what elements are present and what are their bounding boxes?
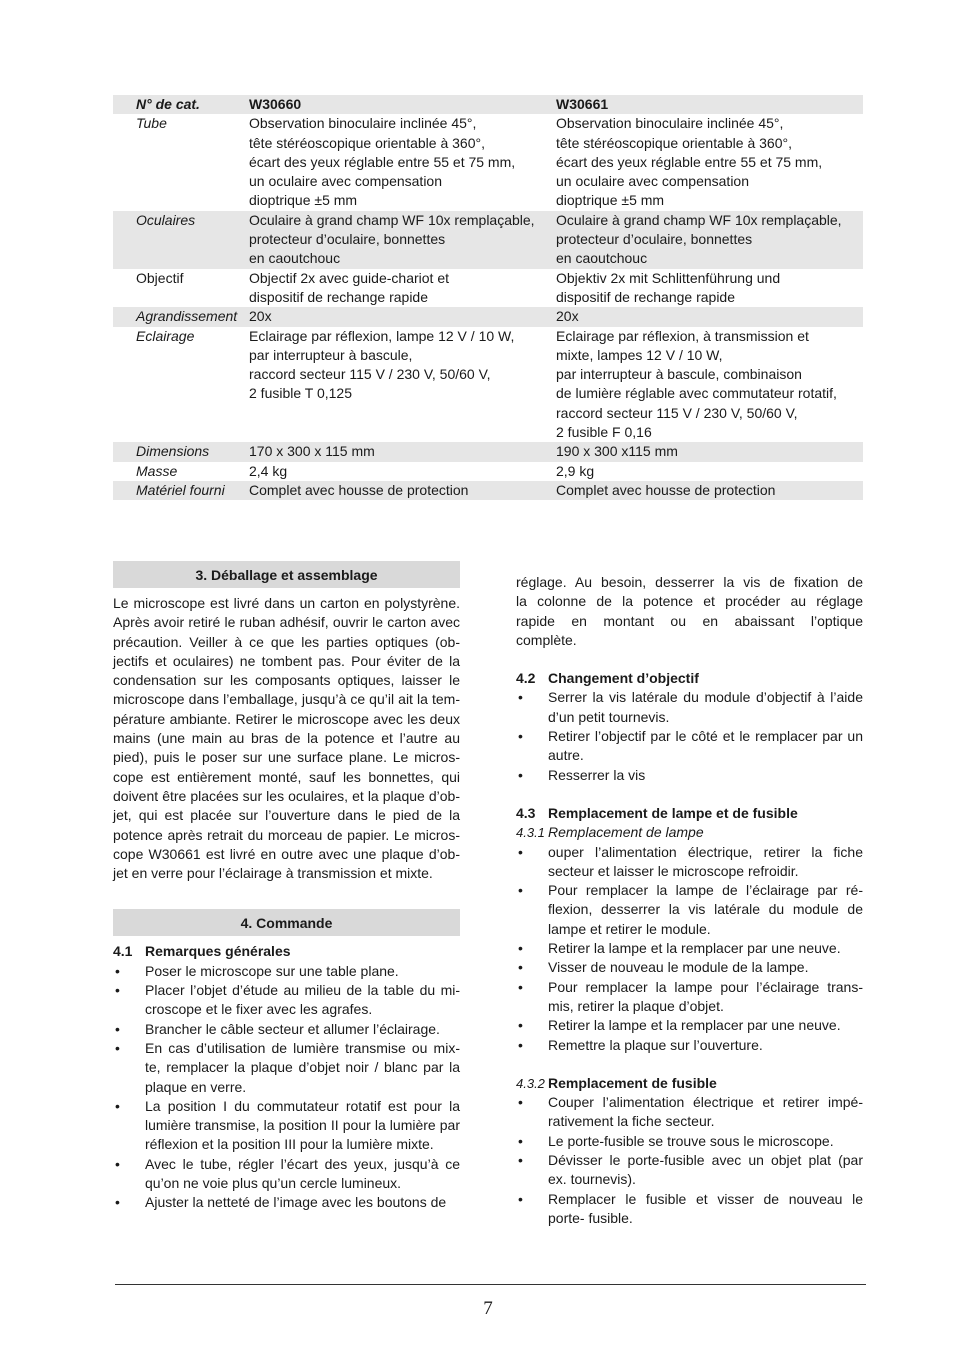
section-4-heading: 4. Commande: [113, 909, 460, 936]
list-item: • Placer l’objet d’étude au milieu de la table du mi- croscope et le fixer avec les agrafes.: [113, 981, 460, 1020]
spec-value-model-b: [556, 481, 863, 500]
spec-value-line: un oculaire avec compensation: [249, 173, 443, 190]
spec-value-line: protecteur d’oculaire, bonnettes: [249, 231, 446, 248]
spec-row: [113, 269, 863, 308]
spec-value-line: par interrupteur à bascule,: [249, 346, 413, 363]
spec-row: [113, 462, 863, 481]
spec-value-line: 20x: [556, 308, 579, 325]
spec-row-label: Matériel fourni: [113, 481, 249, 500]
spec-row-label: Tube: [136, 115, 167, 132]
spec-row-label: Eclairage: [136, 327, 195, 344]
list-item: • Remplacer le fusible et visser de nouveau le porte- fusible.: [516, 1190, 863, 1229]
spec-value-line: en caoutchouc: [249, 250, 341, 267]
spec-value-line: 2,9 kg: [556, 462, 595, 479]
spec-row: [113, 211, 863, 269]
spec-value-line: raccord secteur 115 V / 230 V, 50/60 V,: [249, 366, 491, 383]
spec-row-label: Objectif: [136, 269, 184, 286]
right-column: [516, 573, 863, 1228]
spec-value-line: dispositif de rechange rapide: [556, 288, 736, 305]
spec-header-row: [113, 95, 863, 114]
text-line: potence après retrait du morceau de papier. Le micros-: [113, 826, 460, 843]
spec-value-line: 20x: [249, 308, 272, 325]
spec-value-line: 2 fusible T 0,125: [249, 385, 353, 402]
list-item: • Le porte-fusible se trouve sous le microscope.: [516, 1132, 863, 1151]
text-line: jet en verre pour l’éclairage à transmission et mixte.: [113, 865, 433, 882]
text-line: cope W30661 est livré en outre avec une plaque d’ob-: [113, 845, 460, 862]
spec-value-model-b: [556, 307, 863, 326]
spec-value-line: mixte, lampes 12 V / 10 W,: [556, 346, 723, 363]
list-item: • Ajuster la netteté de l’image avec les boutons de: [113, 1193, 460, 1212]
spec-value-line: Eclairage par réflexion, lampe 12 V / 10 W,: [249, 327, 515, 344]
text-line: pied), puis le poser sur une surface plane. Le micros-: [113, 749, 460, 766]
spec-row-label: Dimensions: [113, 442, 249, 461]
text-line: rapide en montant ou en abaissant l’optique: [516, 612, 863, 629]
list-4-1: [113, 962, 460, 1213]
spec-header-model-a: W30660: [249, 95, 556, 114]
list-item: • La position I du commutateur rotatif est pour la lumière transmise, la position II pour la lumière par réflexion et la position III pour la lumière mixte.: [113, 1097, 460, 1155]
subsection-title: Remarques générales: [145, 943, 291, 960]
spec-value-line: tête stéréoscopique orientable à 360°,: [249, 134, 485, 151]
text-line: condensation sur les composants optiques, laisser le: [113, 672, 460, 689]
spec-value-line: 190 x 300 x115 mm: [556, 443, 678, 460]
list-item: • Pour remplacer la lampe de l’éclairage par ré- flexion, desserrer la vis latérale du module de lampe et retirer le module.: [516, 881, 863, 939]
subsection-4-1-heading: [113, 942, 460, 961]
list-4-2: [516, 688, 863, 784]
spec-value-line: de lumière réglable avec commutateur rotatif,: [556, 385, 837, 402]
spec-value-model-b: [556, 211, 863, 269]
text-line: complète.: [516, 631, 577, 648]
spec-value-line: Observation binoculaire inclinée 45°,: [249, 115, 477, 132]
list-item: • Retirer la lampe et la remplacer par une neuve.: [516, 939, 863, 958]
spec-row-label: Masse: [136, 462, 178, 479]
subsection-title: Remplacement de lampe: [548, 824, 704, 841]
subsection-number: 4.3: [516, 804, 536, 821]
spec-value-line: 2,4 kg: [249, 462, 288, 479]
spec-value-line: écart des yeux réglable entre 55 et 75 mm,: [249, 153, 516, 170]
list-item: • Resserrer la vis: [516, 766, 863, 785]
spec-table: [113, 95, 863, 500]
subsection-4-3-2-heading: [516, 1074, 863, 1093]
spec-value-model-b: [556, 462, 863, 481]
spec-value-model-b: [556, 327, 863, 443]
list-item: • Poser le microscope sur une table plane.: [113, 962, 460, 981]
spec-value-line: un oculaire avec compensation: [556, 173, 750, 190]
spec-value-line: Objectif 2x avec guide-chariot et: [249, 269, 449, 286]
spec-row: [113, 481, 863, 500]
subsection-4-3-heading: [516, 804, 863, 823]
list-item: • ouper l’alimentation électrique, retirer la fiche secteur et laisser le microscope refroidir.: [516, 843, 863, 882]
spec-value-line: protecteur d’oculaire, bonnettes: [556, 231, 753, 248]
subsection-number: 4.3.1: [516, 825, 545, 841]
list-item: • Serrer la vis latérale du module d’objectif à l’aide d’un petit tournevis.: [516, 688, 863, 727]
subsection-title: Remplacement de fusible: [548, 1074, 717, 1091]
spec-row-label: Agrandissement: [113, 307, 249, 326]
spec-row-label: Oculaires: [113, 211, 249, 269]
left-column: [113, 561, 460, 1213]
spec-value-line: Eclairage par réflexion, à transmission et: [556, 327, 809, 344]
spec-row: [113, 442, 863, 461]
text-line: cope est entièrement monté, sauf les bonnettes, qui: [113, 768, 460, 785]
list-item: • Brancher le câble secteur et allumer l’éclairage.: [113, 1020, 460, 1039]
spec-value-model-a: [249, 442, 556, 461]
spec-value-model-a: [249, 307, 556, 326]
section-3-heading: 3. Déballage et assemblage: [113, 561, 460, 588]
spec-value-line: tête stéréoscopique orientable à 360°,: [556, 134, 792, 151]
list-item: • En cas d’utilisation de lumière transmise ou mix- te, remplacer la plaque d’objet noir / blanc par la plaque en verre.: [113, 1039, 460, 1097]
text-line: doivent être placées sur les oculaires, et la plaque d’ob-: [113, 787, 460, 804]
spec-row: [113, 114, 863, 210]
list-item: • Pour remplacer la lampe pour l’éclairage trans- mis, retirer la plaque d’objet.: [516, 978, 863, 1017]
list-item: • Retirer l’objectif par le côté et le remplacer par un autre.: [516, 727, 863, 766]
spec-value-line: 170 x 300 x 115 mm: [249, 443, 375, 460]
spec-value-line: raccord secteur 115 V / 230 V, 50/60 V,: [556, 404, 798, 421]
list-item: • Retirer la lampe et la remplacer par une neuve.: [516, 1016, 863, 1035]
text-line: Après avoir retiré le ruban adhésif, ouvrir le carton avec: [113, 614, 460, 631]
spec-value-model-a: [249, 269, 556, 308]
spec-value-line: dioptrique ±5 mm: [556, 192, 665, 209]
spec-row: [113, 307, 863, 326]
list-item: • Dévisser le porte-fusible avec un objet plat (par ex. tournevis).: [516, 1151, 863, 1190]
list-item: • Remettre la plaque sur l’ouverture.: [516, 1036, 863, 1055]
spec-value-model-a: [249, 327, 556, 443]
section-3-body: [113, 594, 460, 883]
list-item: • Couper l’alimentation électrique et retirer impé- rativement la fiche secteur.: [516, 1093, 863, 1132]
subsection-number: 4.1: [113, 943, 133, 960]
list-item: • Visser de nouveau le module de la lampe.: [516, 958, 863, 977]
subsection-4-3-1-heading: [516, 823, 863, 842]
text-line: précaution. Veiller à ce que les parties optiques (ob-: [113, 633, 460, 650]
subsection-title: Changement d’objectif: [548, 670, 699, 687]
subsection-title: Remplacement de lampe et de fusible: [548, 804, 798, 821]
spec-value-line: Complet avec housse de protection: [556, 481, 776, 498]
text-line: jet, qui est placée sur l’ouverture dans le pied de la: [113, 807, 460, 824]
spec-value-line: Complet avec housse de protection: [249, 481, 469, 498]
subsection-number: 4.3.2: [516, 1075, 545, 1091]
spec-value-model-b: [556, 442, 863, 461]
text-line: la colonne de la potence et procéder au réglage: [516, 593, 863, 610]
list-item: • Avec le tube, régler l’écart des yeux, jusqu’à ce qu’on ne voie plus qu’un cercle lumineux.: [113, 1155, 460, 1194]
spec-row: [113, 327, 863, 443]
text-line: jectifs et oculaires) ne tombent pas. Pour éviter de la: [113, 652, 460, 669]
spec-value-line: 2 fusible F 0,16: [556, 424, 652, 441]
list-4-3-2: [516, 1093, 863, 1228]
spec-value-model-a: [249, 211, 556, 269]
spec-value-line: Observation binoculaire inclinée 45°,: [556, 115, 784, 132]
spec-table-body: [113, 95, 863, 500]
spec-value-model-a: [249, 114, 556, 210]
spec-header-model-b: W30661: [556, 95, 863, 114]
spec-value-line: écart des yeux réglable entre 55 et 75 mm,: [556, 153, 823, 170]
text-line: microscope dans l’emballage, jusqu’à ce qu’il ait la tem-: [113, 691, 460, 708]
text-line: mains (une main au bras de la potence et l’autre au: [113, 730, 460, 747]
spec-value-line: Oculaire à grand champ WF 10x remplaçable,: [556, 211, 842, 228]
footer-rule: [115, 1284, 866, 1285]
spec-header-label: N° de cat.: [113, 95, 249, 114]
spec-value-line: Objektiv 2x mit Schlittenführung und: [556, 269, 781, 286]
spec-value-model-a: [249, 481, 556, 500]
spec-value-line: en caoutchouc: [556, 250, 648, 267]
spec-value-line: dispositif de rechange rapide: [249, 288, 429, 305]
page-number: 7: [483, 1298, 493, 1319]
subsection-number: 4.2: [516, 670, 536, 687]
spec-value-model-b: [556, 114, 863, 210]
text-line: Le microscope est livré dans un carton en polystyrène.: [113, 595, 460, 611]
text-line: pérature ambiante. Retirer le microscope avec les deux: [113, 710, 460, 727]
spec-value-model-b: [556, 269, 863, 308]
spec-value-line: Oculaire à grand champ WF 10x remplaçable,: [249, 211, 535, 228]
spec-value-line: dioptrique ±5 mm: [249, 192, 358, 209]
spec-value-model-a: [249, 462, 556, 481]
text-line: réglage. Au besoin, desserrer la vis de fixation de: [516, 574, 863, 590]
subsection-4-2-heading: [516, 669, 863, 688]
spec-value-line: par interrupteur à bascule, combinaison: [556, 366, 802, 383]
list-4-3-1: [516, 843, 863, 1055]
continuation-text: [516, 573, 863, 650]
